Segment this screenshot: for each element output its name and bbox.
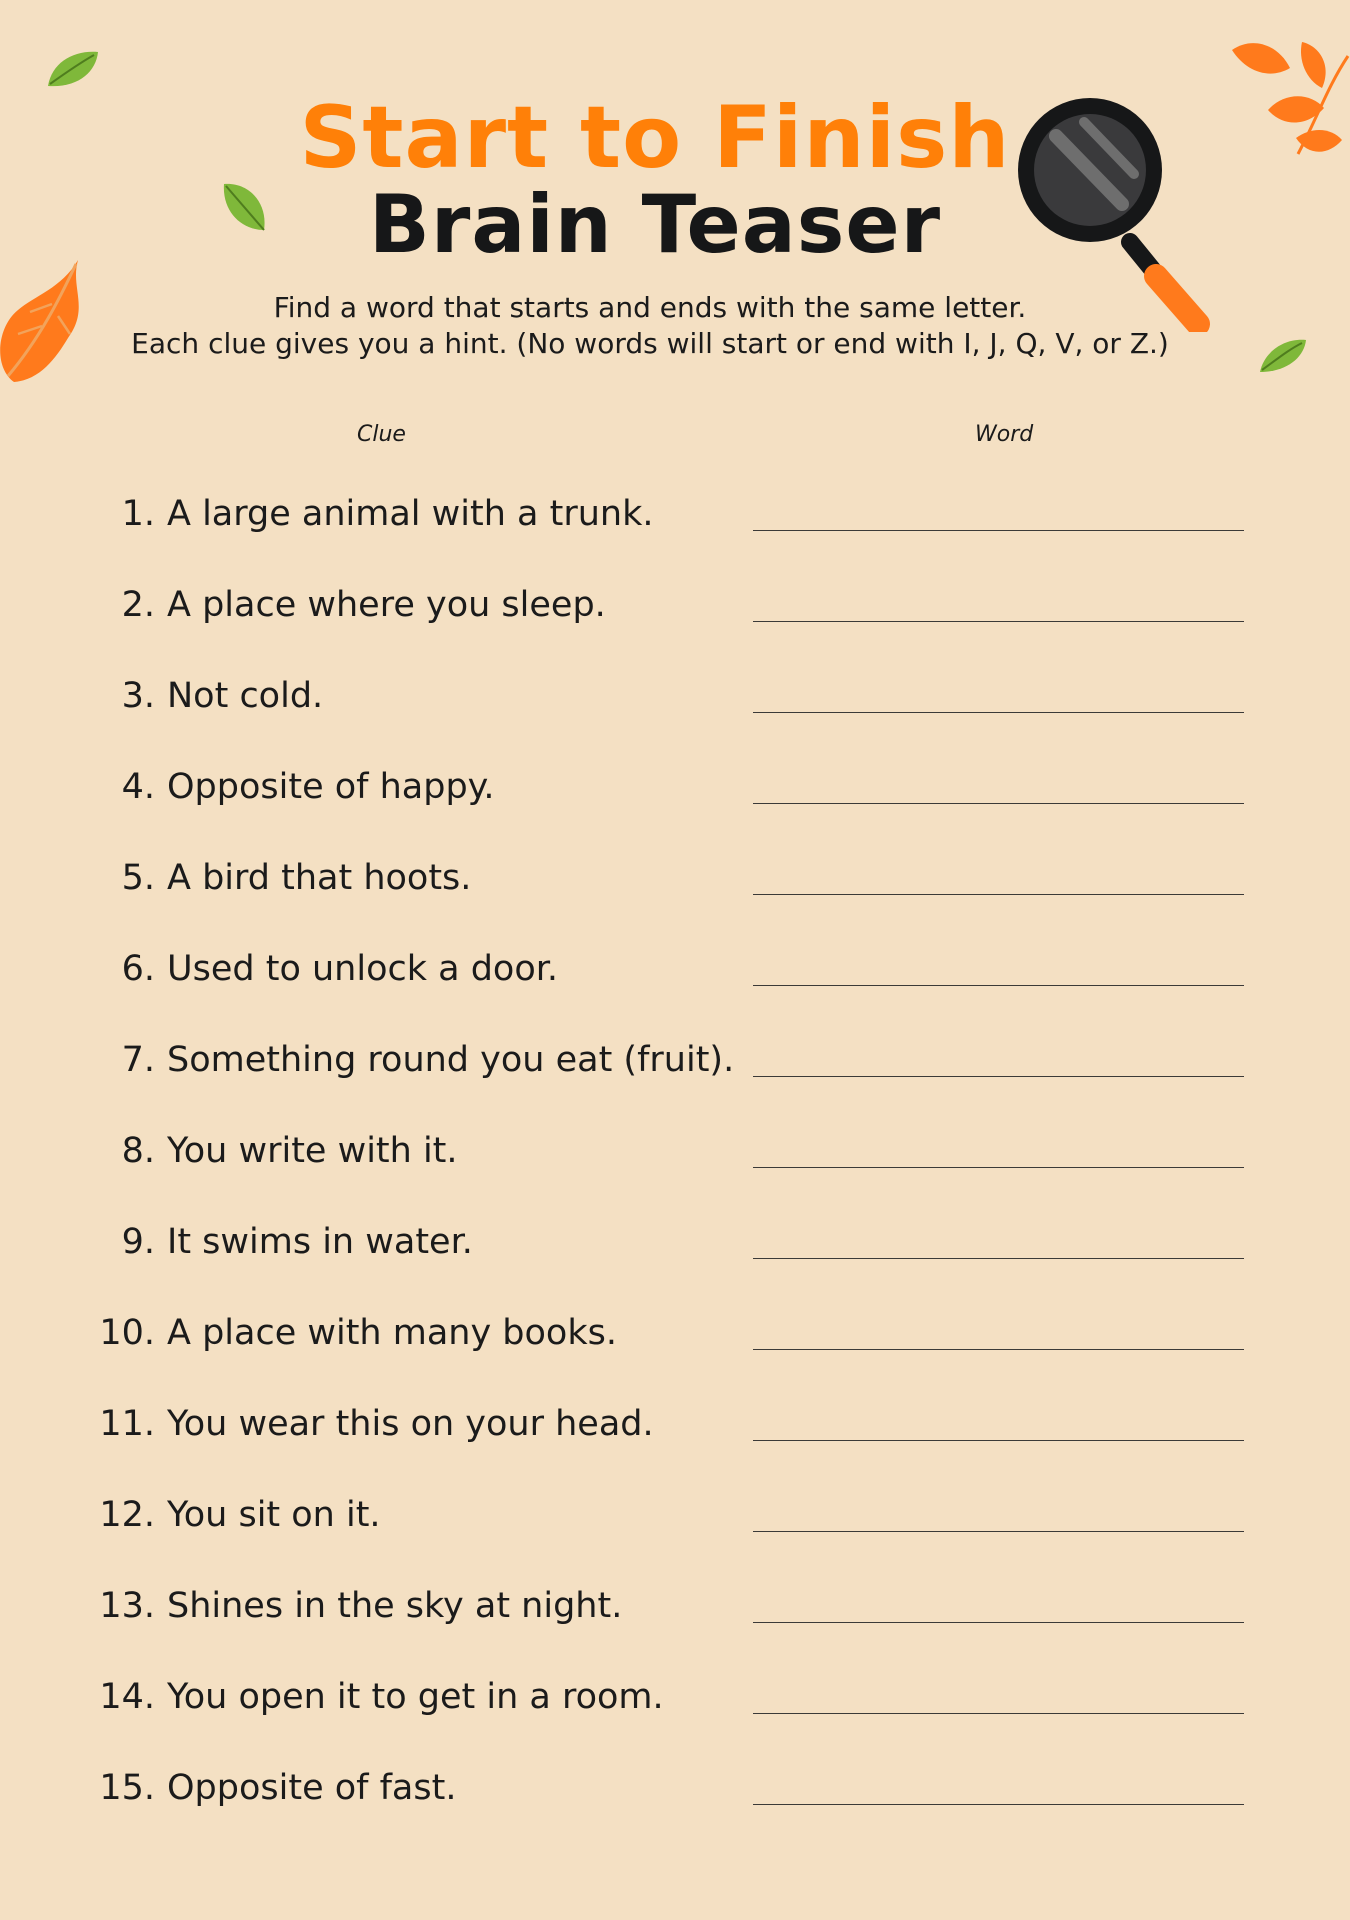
clue-number: 12. [99,1495,155,1535]
clue-row [0,1744,1350,1835]
answer-line[interactable] [753,712,1244,713]
clue-text: You write with it. [167,1131,458,1171]
clue-row [0,834,1350,925]
answer-line[interactable] [753,1440,1244,1441]
clue-text: A bird that hoots. [167,858,472,898]
clue-number: 4. [121,767,155,807]
clue-list [0,470,1350,1835]
clue-text: A place with many books. [167,1313,617,1353]
answer-line[interactable] [753,1349,1244,1350]
clue-number: 10. [99,1313,155,1353]
clue-text: Not cold. [167,676,324,716]
instructions [0,290,1350,362]
answer-line[interactable] [753,1531,1244,1532]
answer-line[interactable] [753,530,1244,531]
instructions-line-2: Each clue gives you a hint. (No words will start or end with I, J, Q, V, or Z.) [131,327,1169,360]
clue-number: 13. [99,1586,155,1626]
clue-number: 2. [121,585,155,625]
clue-row [0,743,1350,834]
clue-text: A large animal with a trunk. [167,494,654,534]
clue-number: 14. [99,1677,155,1717]
clue-number: 8. [121,1131,155,1171]
answer-line[interactable] [753,1076,1244,1077]
title-line-1: Start to Finish [299,88,1011,188]
clue-row [0,1562,1350,1653]
answer-line[interactable] [753,621,1244,622]
clue-text: You sit on it. [167,1495,381,1535]
answer-line[interactable] [753,1258,1244,1259]
column-header-clue: Clue [357,422,406,447]
clue-number: 6. [121,949,155,989]
clue-row [0,1380,1350,1471]
clue-number: 9. [121,1222,155,1262]
clue-text: Used to unlock a door. [167,949,559,989]
clue-text: You wear this on your head. [167,1404,654,1444]
clue-text: A place where you sleep. [167,585,606,625]
clue-row [0,470,1350,561]
clue-row [0,1471,1350,1562]
clue-number: 11. [99,1404,155,1444]
clue-text: Opposite of fast. [167,1768,457,1808]
clue-text: Something round you eat (fruit). [167,1040,735,1080]
clue-row [0,561,1350,652]
clue-number: 7. [121,1040,155,1080]
clue-row [0,1653,1350,1744]
clue-row [0,1289,1350,1380]
clue-row [0,652,1350,743]
clue-number: 1. [121,494,155,534]
clue-text: Shines in the sky at night. [167,1586,623,1626]
clue-text: You open it to get in a room. [167,1677,664,1717]
green-leaf-icon [44,48,102,90]
clue-row [0,925,1350,1016]
clue-number: 3. [121,676,155,716]
clue-row [0,1107,1350,1198]
title-line-2: Brain Teaser [368,178,942,271]
instructions-line-1: Find a word that starts and ends with the same letter. [273,291,1027,324]
answer-line[interactable] [753,985,1244,986]
clue-row [0,1198,1350,1289]
answer-line[interactable] [753,1622,1244,1623]
column-header-word: Word [975,422,1034,447]
answer-line[interactable] [753,1804,1244,1805]
answer-line[interactable] [753,894,1244,895]
clue-text: Opposite of happy. [167,767,495,807]
answer-line[interactable] [753,1167,1244,1168]
clue-row [0,1016,1350,1107]
answer-line[interactable] [753,803,1244,804]
answer-line[interactable] [753,1713,1244,1714]
clue-text: It swims in water. [167,1222,473,1262]
clue-number: 5. [121,858,155,898]
clue-number: 15. [99,1768,155,1808]
